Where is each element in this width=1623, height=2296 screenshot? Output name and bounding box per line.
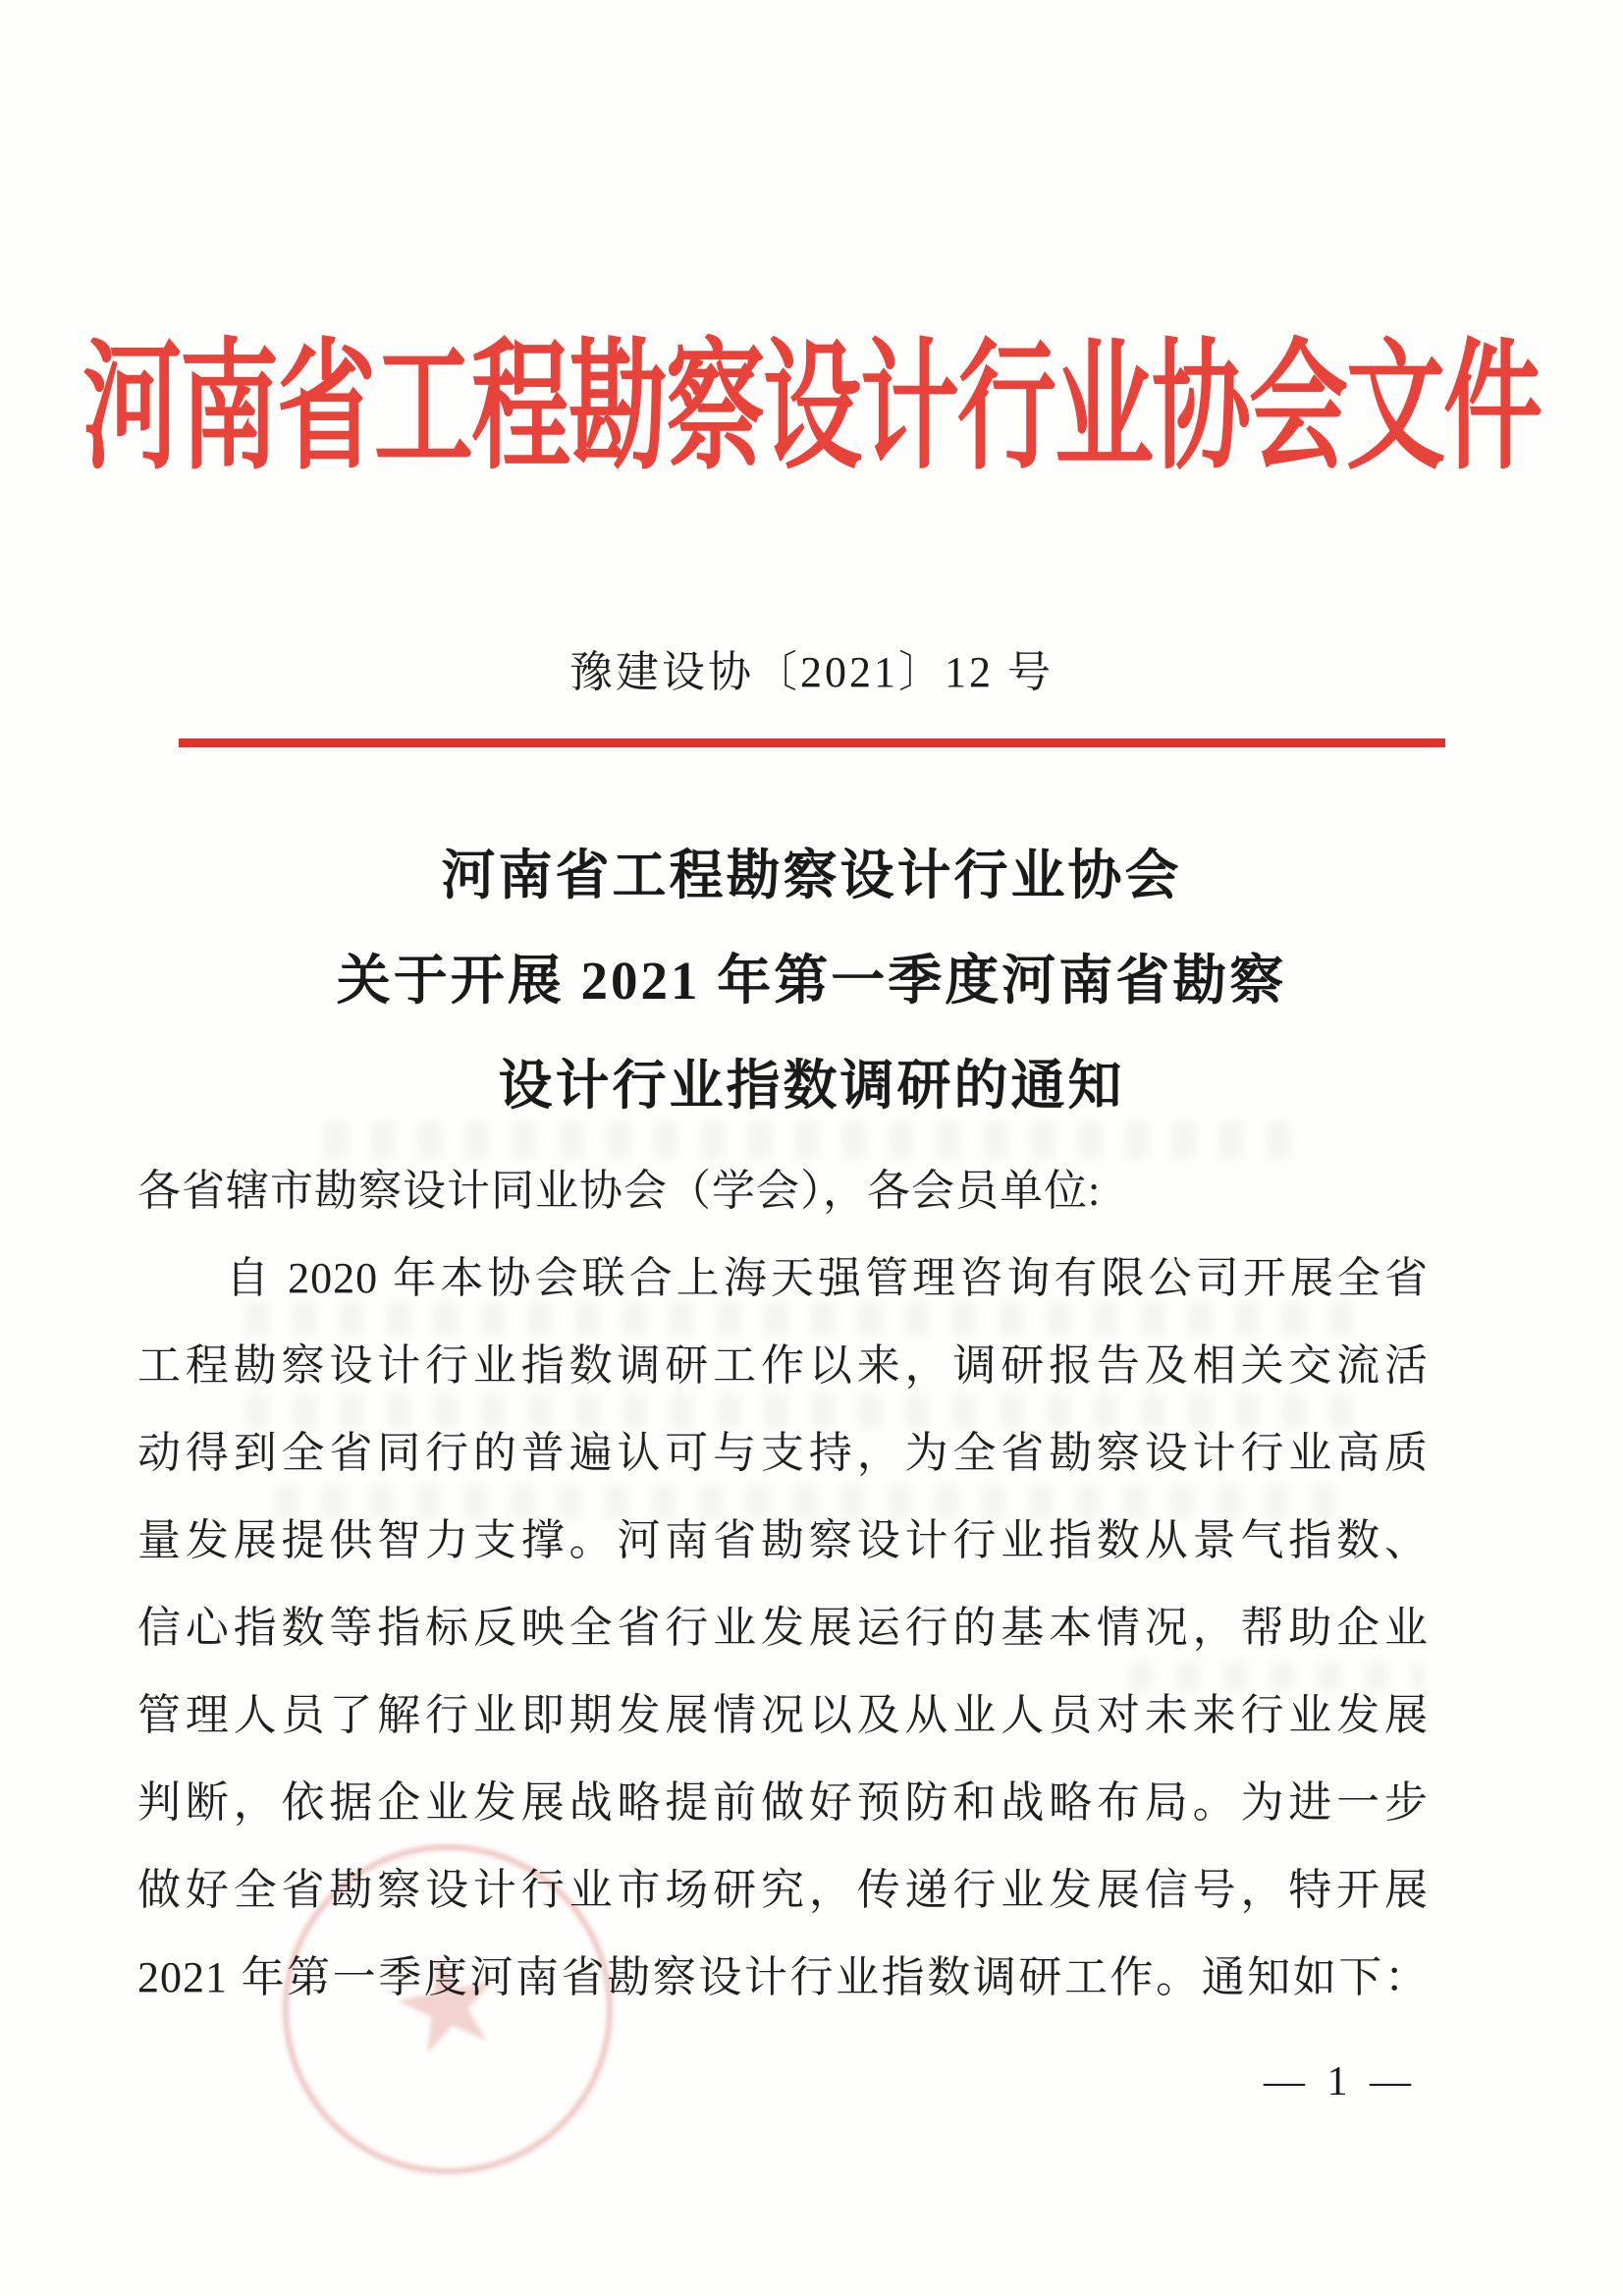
body-line: 量发展提供智力支撑。河南省勘察设计行业指数从景气指数、 — [137, 1516, 1429, 1564]
body-line: 自 2020 年本协会联合上海天强管理咨询有限公司开展全省 — [226, 1254, 1429, 1302]
body-line: 做好全省勘察设计行业市场研究，传递行业发展信号，特开展 — [137, 1866, 1429, 1914]
body-line: 信心指数等指标反映全省行业发展运行的基本情况，帮助企业 — [137, 1604, 1429, 1652]
notice-title-line-2: 关于开展 2021 年第一季度河南省勘察 — [336, 951, 1287, 1011]
body-line: 判断，依据企业发展战略提前做好预防和战略布局。为进一步 — [137, 1778, 1429, 1827]
body-line: 管理人员了解行业即期发展情况以及从业人员对未来行业发展 — [137, 1691, 1429, 1739]
body-text — [137, 1147, 1429, 2021]
red-divider-rule — [179, 738, 1445, 747]
notice-title-line-1: 河南省工程勘察设计行业协会 — [441, 846, 1182, 905]
body-line: 2021 年第一季度河南省勘察设计行业指数调研工作。通知如下： — [137, 1953, 1429, 2001]
body-line: 动得到全省同行的普遍认可与支持，为全省勘察设计行业高质 — [137, 1429, 1429, 1477]
document-number: 豫建设协〔2021〕12 号 — [569, 648, 1054, 696]
body-line: 工程勘察设计行业指数调研工作以来，调研报告及相关交流活 — [137, 1341, 1429, 1390]
salutation-line: 各省辖市勘察设计同业协会（学会），各会员单位: — [137, 1167, 1102, 1215]
star-icon: ★ — [376, 1918, 519, 2089]
notice-title-line-3: 设计行业指数调研的通知 — [498, 1056, 1125, 1116]
notice-title — [0, 823, 1623, 1138]
masthead-title: 河南省工程勘察设计行业协会文件 — [81, 322, 1541, 489]
page-number: — 1 — — [1264, 2059, 1417, 2105]
